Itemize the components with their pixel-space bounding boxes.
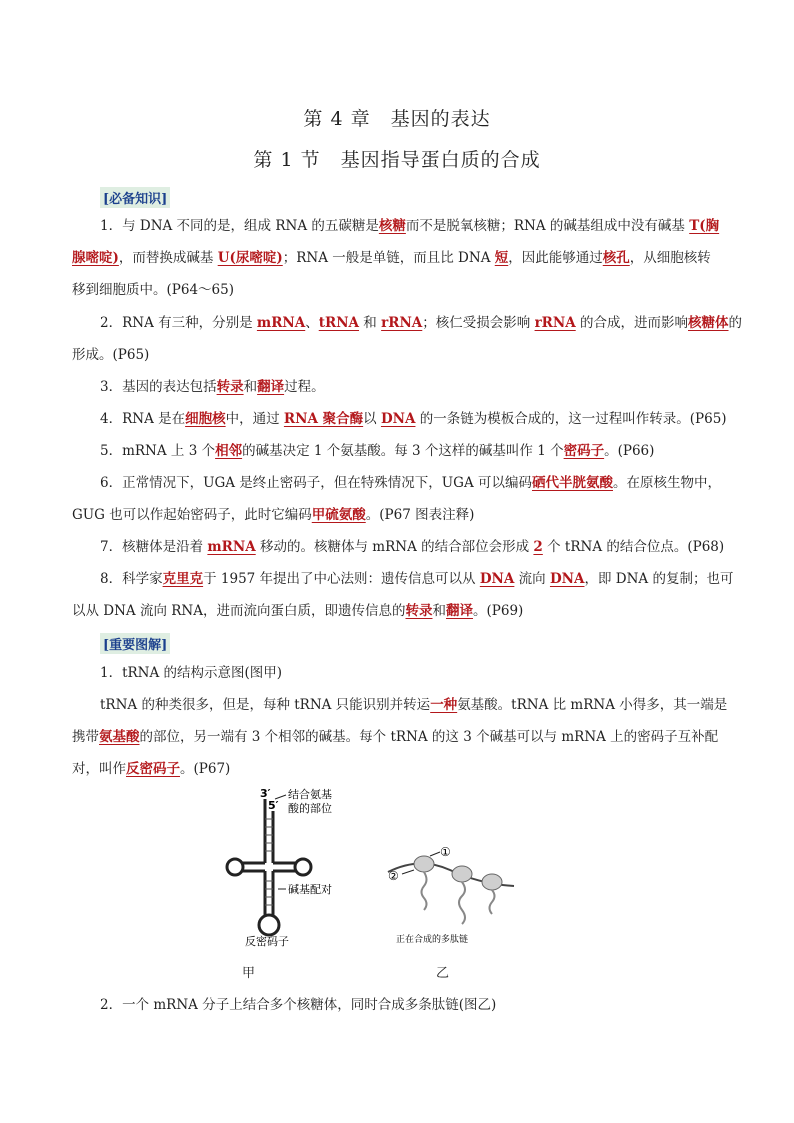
base-pairing-label: 碱基配对 [288,883,332,896]
answer: 转录 [216,379,244,395]
knowledge-item-6-line-2: GUG 也可以作起始密码子，此时它编码甲硫氨酸。(P67 图表注释) [72,507,475,523]
answer: mRNA [207,539,256,555]
section-title: 第 1 节 基因指导蛋白质的合成 [253,149,541,171]
answer: 转录 [405,603,433,619]
knowledge-item-1-line-1: 1．与 DNA 不同的是，组成 RNA 的五碳糖是核糖而不是脱氧核糖；RNA 的碱基组成中没有碱基 T(胸 [100,218,720,234]
answer: 腺嘧啶) [72,250,119,266]
figure-a-caption: 甲 [242,966,256,981]
knowledge-item-7: 7．核糖体是沿着 mRNA 移动的。核糖体与 mRNA 的结合部位会形成 2 个 tRNA 的结合位点。(P68) [100,539,725,555]
answer: 核孔 [602,250,630,266]
knowledge-item-1-line-2: 腺嘧啶)，而替换成碱基 U(尿嘧啶)；RNA 一般是单链，而且比 DNA 短，因此能够通过核孔，从细胞核转 [72,250,711,266]
label-2: ② [388,869,399,883]
answer: 甲硫氨酸 [311,507,366,523]
answer: mRNA [256,315,306,331]
answer: 翻译 [446,603,473,619]
answer: rRNA [534,315,576,331]
answer: 2 [533,539,543,555]
answer: DNA [549,571,585,587]
figure-b-caption: 乙 [436,966,450,981]
answer: 相邻 [215,443,243,459]
answer: 密码子 [563,443,605,459]
knowledge-item-4: 4．RNA 是在细胞核中，通过 RNA 聚合酶以 DNA 的一条链为模板合成的，这一过程叫作转录。(P65) [100,411,727,427]
five-prime-end-label: 5′ [268,799,279,812]
trna-structure-diagram [220,785,370,950]
figure-item-2-title: 2．一个 mRNA 分子上结合多个核糖体，同时合成多条肽链(图乙) [100,997,497,1013]
answer: rRNA [381,315,423,331]
polysome-diagram [380,842,520,947]
figure-item-1-line-3: 对，叫作反密码子。(P67) [72,761,231,777]
answer: tRNA [318,315,360,331]
figure-item-1-line-1: tRNA 的种类很多，但是，每种 tRNA 只能识别并转运一种氨基酸。tRNA 比 mRNA 小得多，其一端是 [100,697,728,713]
knowledge-item-6-line-1: 6．正常情况下，UGA 是终止密码子，但在特殊情况下，UGA 可以编码硒代半胱氨酸。在原核生物中， [100,475,721,491]
knowledge-item-8-line-1: 8．科学家克里克于 1957 年提出了中心法则：遗传信息可以从 DNA 流向 DNA，即 DNA 的复制；也可 [100,571,734,587]
figure-item-1-title: 1．tRNA 的结构示意图(图甲) [100,665,283,681]
knowledge-item-2-line-2: 形成。(P65) [72,347,150,363]
answer: 氨基酸 [99,729,140,745]
answer: T(胸 [689,218,720,234]
amino-acid-site-label-1: 结合氨基 [288,788,332,801]
answer: 翻译 [257,379,285,395]
answer: 反密码子 [126,761,180,777]
amino-acid-site-label-2: 酸的部位 [288,802,332,815]
anticodon-label: 反密码子 [245,935,289,948]
knowledge-item-3: 3．基因的表达包括转录和翻译过程。 [100,379,325,395]
answer: RNA 聚合酶 [283,411,364,427]
knowledge-item-2-line-1: 2．RNA 有三种，分别是 mRNA、tRNA 和 rRNA；核仁受损会影响 rRNA 的合成，进而影响核糖体的 [100,315,743,331]
chapter-title: 第 4 章 基因的表达 [303,108,491,130]
answer: 硒代半胱氨酸 [532,475,613,491]
answer: DNA [479,571,515,587]
answer: 核糖体 [688,315,729,331]
knowledge-tag: [必备知识] [100,187,170,208]
answer: U(尿嘧啶) [217,250,283,266]
answer: 细胞核 [185,411,226,427]
answer: 一种 [430,697,458,713]
knowledge-item-5: 5．mRNA 上 3 个相邻的碱基决定 1 个氨基酸。每 3 个这样的碱基叫作 1 个密码子。(P66) [100,443,655,459]
knowledge-item-8-line-2: 以从 DNA 流向 RNA，进而流向蛋白质，即遗传信息的转录和翻译。(P69) [72,603,524,619]
label-1: ① [440,845,451,859]
figures-tag: [重要图解] [100,633,170,654]
figure-item-1-line-2: 携带氨基酸的部位，另一端有 3 个相邻的碱基。每个 tRNA 的这 3 个碱基可以与 mRNA 上的密码子互补配 [72,729,719,745]
answer: DNA [380,411,416,427]
three-prime-end-label: 3′ [260,787,271,800]
knowledge-item-1-line-3: 移到细胞质中。(P64～65) [72,282,234,298]
answer: 克里克 [162,571,204,587]
answer: 短 [494,250,509,266]
answer: 核糖 [378,218,406,234]
polypeptide-label: 正在合成的多肽链 [396,935,469,945]
